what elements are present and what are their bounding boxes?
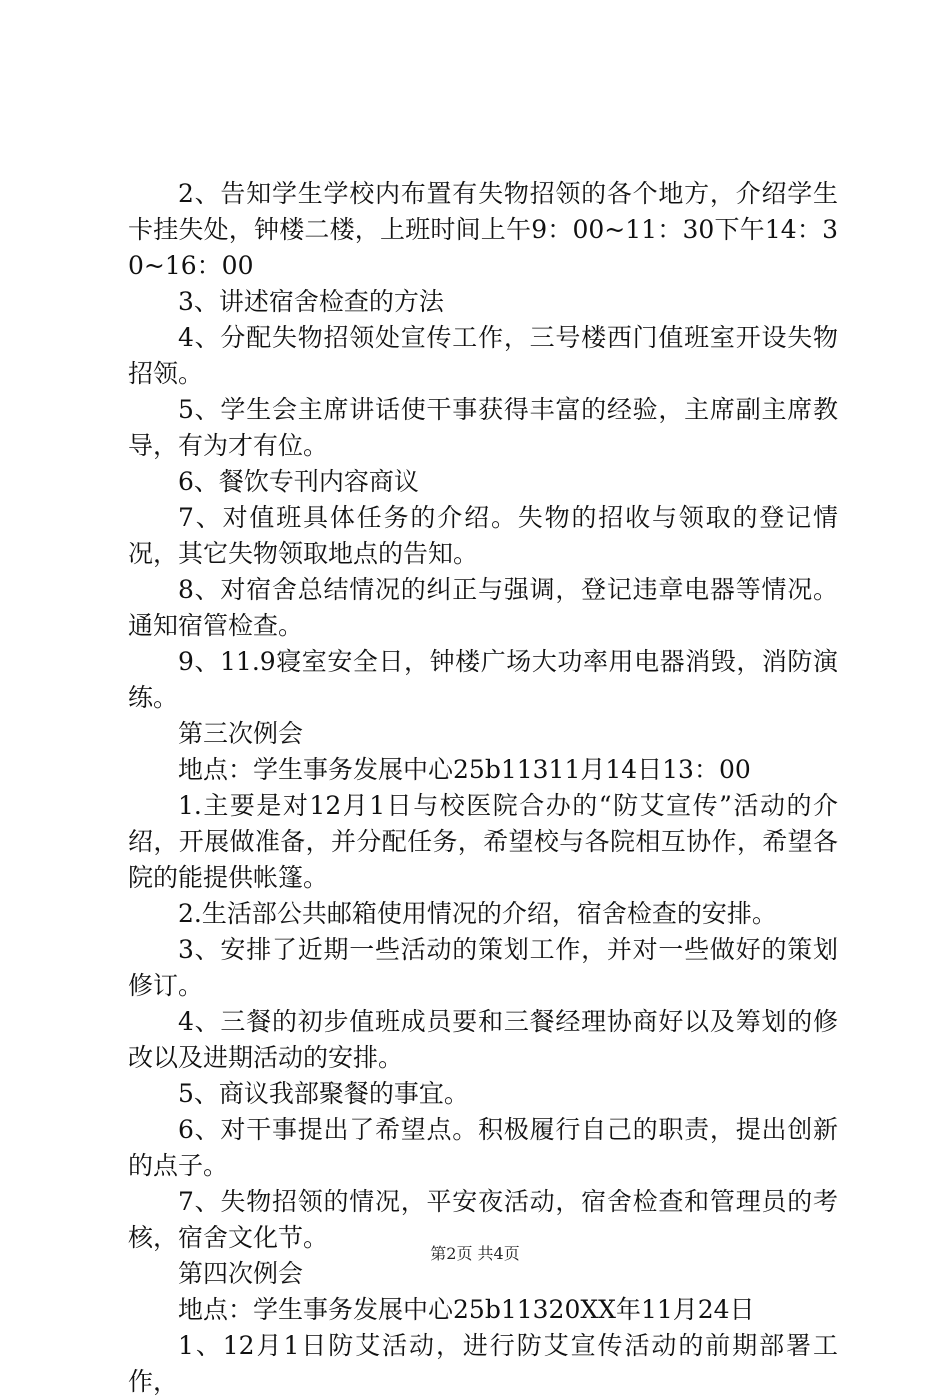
- paragraph: 5、学生会主席讲话使干事获得丰富的经验，主席副主席教导，有为才有位。: [128, 395, 838, 460]
- paragraph: 2、告知学生学校内布置有失物招领的各个地方，介绍学生卡挂失处，钟楼二楼，上班时间上午9：00~11：30下午14：30~16：00: [128, 179, 838, 280]
- paragraph: 6、餐饮专刊内容商议: [178, 467, 419, 496]
- paragraph: 4、三餐的初步值班成员要和三餐经理协商好以及筹划的修改以及进期活动的安排。: [128, 1007, 838, 1072]
- meeting-location: 地点：学生事务发展中心25b11320XX年11月24日: [178, 1295, 755, 1324]
- page-number-footer: 第2页 共4页: [430, 1244, 520, 1263]
- section-heading: 第四次例会: [178, 1259, 304, 1288]
- section-heading: 第三次例会: [178, 719, 304, 748]
- paragraph: 6、对干事提出了希望点。积极履行自己的职责，提出创新的点子。: [128, 1115, 838, 1180]
- meeting-location: 地点：学生事务发展中心25b11311月14日13：00: [178, 755, 751, 784]
- document-body: [128, 176, 838, 1400]
- paragraph: 2.生活部公共邮箱使用情况的介绍，宿舍检查的安排。: [178, 899, 777, 928]
- paragraph: 3、讲述宿舍检查的方法: [178, 287, 444, 316]
- paragraph: 5、商议我部聚餐的事宜。: [178, 1079, 469, 1108]
- paragraph: 4、分配失物招领处宣传工作，三号楼西门值班室开设失物招领。: [128, 323, 838, 388]
- paragraph: 9、11.9寝室安全日，钟楼广场大功率用电器消毁，消防演练。: [128, 647, 838, 712]
- paragraph: 3、安排了近期一些活动的策划工作，并对一些做好的策划修订。: [128, 935, 838, 1000]
- paragraph: 8、对宿舍总结情况的纠正与强调，登记违章电器等情况。通知宿管检查。: [128, 575, 838, 640]
- paragraph: 1.主要是对12月1日与校医院合办的“防艾宣传”活动的介绍，开展做准备，并分配任务，希望校与各院相互协作，希望各院的能提供帐篷。: [128, 791, 838, 892]
- paragraph: 1、12月1日防艾活动，进行防艾宣传活动的前期部署工作，: [128, 1331, 838, 1396]
- paragraph: 7、对值班具体任务的介绍。失物的招收与领取的登记情况，其它失物领取地点的告知。: [128, 503, 838, 568]
- paragraph: 7、失物招领的情况，平安夜活动，宿舍检查和管理员的考核，宿舍文化节。: [128, 1187, 838, 1252]
